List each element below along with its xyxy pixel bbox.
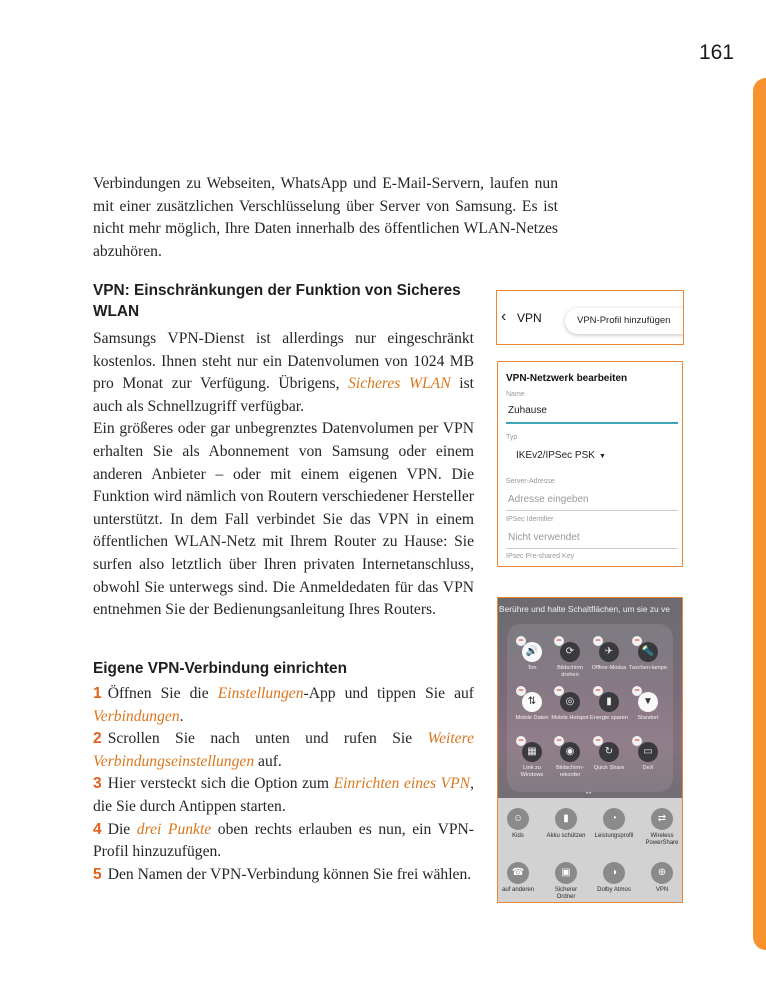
page-number: 161 (698, 41, 734, 64)
text-run: oben rechts erlauben es nun, ein VPN-Profil hinzuzufügen. (93, 820, 474, 861)
tile-label: Energie sparen (590, 715, 628, 721)
tile-label: Ton (527, 665, 537, 671)
mobile-data-icon: ⇅ − (522, 692, 542, 712)
call-other-devices-icon: ☎ (507, 862, 529, 884)
text-run: Scrollen Sie nach unten und rufen Sie (107, 730, 428, 748)
step-item (93, 864, 474, 887)
highlight-term: Weitere Verbindungseinstellungen (93, 730, 474, 770)
chevron-left-icon[interactable]: ‹ (501, 308, 507, 325)
vpn-paragraph-1 (93, 328, 474, 418)
tile-label: Wireless PowerShare (645, 833, 679, 846)
performance-icon: ◔ (603, 808, 625, 830)
tile-label: DeX (642, 765, 654, 771)
tile-performance[interactable] (594, 808, 634, 840)
kids-icon: ☺ (507, 808, 529, 830)
remove-icon[interactable]: − (632, 686, 642, 696)
tile-label: Bildschirm-rekorder (556, 765, 584, 778)
heading-own-vpn: Eigene VPN-Verbindung einrichten (93, 660, 347, 677)
text-run: Die (107, 820, 137, 838)
type-select[interactable] (516, 450, 606, 461)
remove-icon[interactable]: − (632, 736, 642, 746)
secure-folder-icon: ▣ (555, 862, 577, 884)
tile-dolby[interactable] (594, 862, 634, 894)
battery-saver-icon: ▮ − (599, 692, 619, 712)
tile-label: Taschen-lampe (629, 665, 667, 671)
rotate-icon: ⟳ − (560, 642, 580, 662)
step-item (93, 773, 474, 818)
highlight-sicheres-wlan: Sicheres WLAN (348, 375, 451, 393)
tile-battery-protect[interactable] (546, 808, 586, 840)
available-tiles-tray (498, 798, 683, 903)
vpn-paragraph-2: Ein größeres oder gar unbegrenztes Datenvolumen per VPN erhalten Sie als Abonnement von Samsung oder einem anderen Anbieter – oder mit einem eigenen VPN. Die Funktion wird nämlich von Routern verschiedener Hersteller unterstützt. In dem Fall verbindet Sie das VPN in einem öffentlichen WLAN-Netz mit Ihrem Router zu Hause: Sie surfen also letztlich über Ihren privaten Internetanschluss, obwohl Sie unterwegs sind. Die Anmeldedaten für das VPN entnehmen Sie der Bedienungsanleitung Ihres Routers. (93, 420, 474, 619)
step-number: 1 (93, 685, 102, 702)
tile-label: Mobile Hotspot (551, 715, 589, 721)
server-label: Server-Adresse (506, 478, 555, 485)
remove-icon[interactable]: − (632, 636, 642, 646)
ipsec-id-underline (506, 548, 678, 549)
add-vpn-profile-button[interactable]: VPN-Profil hinzufügen (565, 308, 684, 334)
page-indicator: •• (586, 791, 593, 797)
step-number: 5 (93, 865, 102, 883)
tile-label: Link zu Windows (520, 765, 544, 778)
screenshot-vpn-edit (497, 361, 683, 567)
type-label: Typ (506, 434, 518, 441)
hint-banner: Berühre und halte Schaltflächen, um sie zu ve (498, 598, 683, 620)
quick-share-icon: ↻ − (599, 742, 619, 762)
vpn-body (93, 328, 474, 622)
remove-icon[interactable]: − (593, 636, 603, 646)
tile-label: VPN (655, 887, 669, 893)
text-run: ist auch als Schnellzugriff verfügbar. (93, 375, 474, 415)
tile-dex[interactable] (628, 735, 668, 772)
flashlight-icon: 🔦 − (638, 642, 658, 662)
tile-link-windows[interactable] (512, 735, 552, 778)
intro-paragraph: Verbindungen zu Webseiten, WhatsApp und E-Mail-Servern, laufen nun mit einer zusätzlichen Verschlüsselung über Server von Samsung. Es ist nicht mehr möglich, Ihre Daten innerhalb des öffentlichen WLAN-Netzes abzuhören. (93, 175, 558, 260)
tile-label: Dolby Atmos (597, 887, 631, 893)
dialog-title: VPN-Netzwerk bearbeiten (506, 373, 628, 384)
remove-icon[interactable]: − (593, 686, 603, 696)
tile-label: Standort (637, 715, 659, 721)
dolby-icon: ◑ (603, 862, 625, 884)
tile-battery-saver[interactable] (589, 685, 629, 722)
remove-icon[interactable]: − (554, 736, 564, 746)
tile-ton[interactable] (512, 635, 552, 672)
tile-secure-folder[interactable] (546, 862, 586, 900)
steps-list (93, 683, 474, 886)
tile-location[interactable] (628, 685, 668, 722)
tile-call-other-devices[interactable] (498, 862, 538, 894)
airplane-icon: ✈ − (599, 642, 619, 662)
server-underline (506, 510, 678, 511)
tile-label: Kids (512, 833, 524, 839)
text-run: Hier versteckt sich die Option zum (107, 775, 334, 793)
text-run: , die Sie durch Antippen starten. (93, 775, 474, 815)
highlight-term: Einstellungen (217, 685, 304, 702)
step-number: 2 (93, 730, 102, 748)
heading-vpn-limits: VPN: Einschränkungen der Funktion von Sicheres WLAN (93, 282, 461, 320)
location-icon: ▼ − (638, 692, 658, 712)
tile-label: Sicherer Ordner (554, 887, 578, 900)
text-run: auf. (254, 752, 282, 770)
type-value: IKEv2/IPSec PSK (516, 450, 595, 461)
server-field[interactable]: Adresse eingeben (508, 494, 589, 505)
name-underline (506, 422, 678, 424)
tile-vpn[interactable] (642, 862, 682, 894)
ipsec-id-field[interactable]: Nicht verwendet (508, 532, 580, 543)
tile-label: Akku schützen (546, 833, 586, 839)
psk-label: IPsec Pre-shared Key (506, 553, 575, 560)
name-field[interactable]: Zuhause (508, 405, 547, 416)
step-item (93, 683, 474, 728)
tile-airplane[interactable] (589, 635, 629, 672)
text-run: Öffnen Sie die (107, 685, 218, 702)
vpn-icon: ⊕ (651, 862, 673, 884)
ipsec-id-label: IPSec Identifier (506, 516, 554, 523)
remove-icon[interactable]: − (516, 686, 526, 696)
battery-protect-icon: ▮ (555, 808, 577, 830)
tile-flashlight[interactable] (628, 635, 668, 672)
text-run: Den Namen der VPN-Verbindung können Sie frei wählen. (107, 865, 472, 883)
remove-icon[interactable]: − (516, 636, 526, 646)
highlight-term: Einrichten eines VPN (333, 775, 471, 793)
text-run: -App und tippen Sie auf (303, 685, 474, 702)
tile-powershare[interactable] (642, 808, 682, 846)
step-item (93, 819, 474, 864)
tile-label: Leistungsprofil (594, 833, 634, 839)
highlight-term: drei Punkte (136, 820, 212, 838)
screen-recorder-icon: ◉ − (560, 742, 580, 762)
text-run: . (179, 707, 184, 725)
link-windows-icon: ▦ − (522, 742, 542, 762)
hotspot-icon: ◎ − (560, 692, 580, 712)
tile-rotate[interactable] (550, 635, 590, 678)
chapter-edge-tab (753, 78, 766, 950)
tile-mobile-data[interactable] (512, 685, 552, 722)
active-tiles-panel (498, 620, 683, 798)
remove-icon[interactable]: − (554, 686, 564, 696)
name-label: Name (506, 391, 525, 398)
step-number: 3 (93, 775, 102, 793)
screenshot-quick-settings (497, 597, 683, 903)
remove-icon[interactable]: − (516, 736, 526, 746)
vpn-screen-title: VPN (517, 311, 542, 325)
tile-hotspot[interactable] (550, 685, 590, 722)
screenshot-vpn-header (496, 290, 684, 345)
speaker-icon: 🔊 − (522, 642, 542, 662)
powershare-icon: ⇄ (651, 808, 673, 830)
text-run: Samsungs VPN-Dienst ist allerdings nur eingeschränkt kostenlos. Ihnen steht nur ein Datenvolumen von 1024 MB pro Monat zur Verfügung. Übrigens, (93, 330, 474, 393)
dex-icon: ▭ − (638, 742, 658, 762)
tile-quick-share[interactable] (589, 735, 629, 772)
remove-icon[interactable]: − (554, 636, 564, 646)
caret-down-icon: ▼ (598, 453, 606, 460)
step-item (93, 728, 474, 773)
tile-screen-recorder[interactable] (550, 735, 590, 778)
tile-label: Bildschirm drehen (557, 665, 583, 678)
tile-label: Quick Share (593, 765, 625, 771)
highlight-term: Verbindungen (93, 707, 180, 725)
tile-label: Mobile Daten (515, 715, 549, 721)
tile-kids[interactable] (498, 808, 538, 840)
step-number: 4 (93, 820, 102, 838)
tile-label: auf anderen (501, 887, 535, 893)
remove-icon[interactable]: − (593, 736, 603, 746)
tile-label: Offline-Modus (591, 665, 627, 671)
